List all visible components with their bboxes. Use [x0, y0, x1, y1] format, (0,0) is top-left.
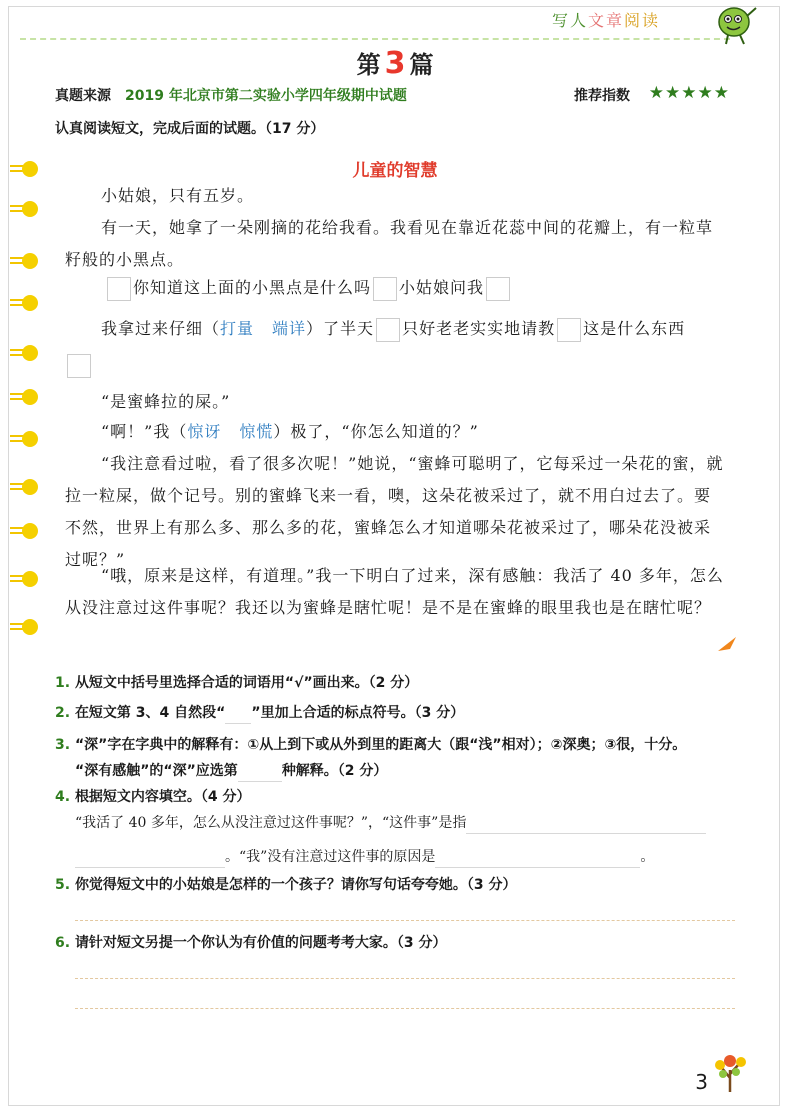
- question-number: 1.: [55, 675, 71, 691]
- question-text: 。: [640, 849, 655, 865]
- question-3-line-2: [75, 760, 765, 782]
- binder-ring-icon: [10, 430, 40, 448]
- paragraph-text: 只好老老实实地请教: [402, 319, 556, 338]
- question-text: 从短文中括号里选择合适的词语用“√”画出来。（2 分）: [74, 675, 419, 691]
- flag-icon: [716, 635, 738, 653]
- question-text: “深”字在字典中的解释有：①从上到下或从外到里的距离大（跟“浅”相对）；②深奥；③很，十分。: [74, 737, 687, 753]
- section-suffix: 篇: [409, 51, 434, 79]
- story-paragraph-1: [65, 180, 725, 212]
- question-2: [55, 702, 745, 724]
- question-4-line-1: [75, 812, 735, 834]
- paragraph-text: ）了半天: [306, 319, 375, 338]
- story-paragraph-3: [65, 273, 725, 303]
- paragraph-text: 这是什么东西: [583, 319, 686, 338]
- punctuation-blank[interactable]: [107, 277, 131, 301]
- question-text: “深有感触”的“深”应选第: [75, 763, 238, 779]
- story-paragraph-8: [65, 560, 725, 624]
- section-title: [0, 45, 790, 81]
- question-text: 种解释。（2 分）: [281, 763, 388, 779]
- question-number: 6.: [55, 935, 71, 951]
- question-number: 5.: [55, 877, 71, 893]
- binder-ring-icon: [10, 522, 40, 540]
- binder-ring-icon: [10, 478, 40, 496]
- story-paragraph-4-end: [65, 350, 725, 380]
- rating-stars: ★★★★★: [648, 83, 730, 103]
- mascot-icon: [714, 2, 760, 48]
- paragraph-text: “哦，原来是这样，有道理。”我一下明白了过来，深有感触：我活了 40 多年，怎么从没注意过这件事呢？我还以为蜜蜂是瞎忙呢！是不是在蜜蜂的眼里我也是在瞎忙呢？: [65, 566, 724, 617]
- source-label: 真题来源: [55, 88, 111, 104]
- question-text: ”里加上合适的标点符号。（3 分）: [251, 705, 465, 721]
- question-1: [55, 672, 745, 694]
- punctuation-blank[interactable]: [376, 318, 400, 342]
- book-title: [552, 8, 660, 31]
- story-paragraph-4: [65, 314, 725, 344]
- tree-icon: [712, 1052, 748, 1094]
- paragraph-text: “是蜜蜂拉的屎。”: [101, 392, 231, 411]
- story-paragraph-2: [65, 212, 725, 276]
- paragraph-text: 小姑娘，只有五岁。: [101, 186, 255, 205]
- question-text: 在短文第 3、4 自然段“: [74, 705, 226, 721]
- punctuation-blank[interactable]: [557, 318, 581, 342]
- question-text: 。“我”没有注意过这件事的原因是: [225, 849, 436, 865]
- book-title-part-2: 文章: [587, 11, 624, 30]
- section-number: 3: [384, 46, 406, 81]
- binder-ring-icon: [10, 200, 40, 218]
- binder-ring-icon: [10, 570, 40, 588]
- paragraph-text: “我注意看过啦，看了很多次呢！”她说，“蜜蜂可聪明了，它每采过一朵花的蜜，就拉一粒屎，做个记号。别的蜜蜂飞来一看，噢，这朵花被采过了，就不用白过去了。要不然，世界上有那么多、那么多的花，蜜蜂怎么才知道哪朵花被采过了，哪朵花没被采过呢？”: [65, 454, 724, 569]
- question-text: 根据短文内容填空。（4 分）: [74, 789, 251, 805]
- section-prefix: 第: [356, 51, 381, 79]
- punctuation-blank[interactable]: [486, 277, 510, 301]
- question-4-line-2: [75, 846, 735, 868]
- book-title-part-3: 阅读: [623, 11, 660, 30]
- question-text: 请针对短文另提一个你认为有价值的问题考考大家。（3 分）: [74, 935, 447, 951]
- paragraph-text: 你知道这上面的小黑点是什么吗: [133, 278, 372, 297]
- punctuation-blank[interactable]: [67, 354, 91, 378]
- question-6: [55, 932, 745, 954]
- answer-blank[interactable]: [435, 849, 640, 868]
- question-number: 2.: [55, 705, 71, 721]
- book-title-part-1: 写人: [551, 11, 588, 30]
- story-title: 儿童的智慧: [352, 161, 438, 181]
- answer-blank[interactable]: [225, 723, 251, 724]
- word-option[interactable]: 惊慌: [239, 422, 274, 441]
- answer-line[interactable]: [75, 1008, 735, 1009]
- word-option[interactable]: 打量: [220, 319, 255, 338]
- answer-line[interactable]: [75, 920, 735, 921]
- story-paragraph-5: [65, 386, 725, 418]
- question-3: [55, 734, 745, 756]
- binder-ring-icon: [10, 344, 40, 362]
- story-paragraph-7: [65, 448, 725, 576]
- paragraph-text: 我拿过来仔细（: [101, 319, 221, 338]
- answer-blank[interactable]: [466, 815, 706, 834]
- paragraph-text: ）极了，“你怎么知道的？”: [273, 422, 479, 441]
- source-text: 2019 年北京市第二实验小学四年级期中试题: [125, 88, 407, 104]
- binder-ring-icon: [10, 294, 40, 312]
- question-5: [55, 874, 745, 896]
- source-row: [55, 85, 730, 107]
- question-text: 你觉得短文中的小姑娘是怎样的一个孩子？请你写句话夸夸她。（3 分）: [74, 877, 517, 893]
- punctuation-blank[interactable]: [373, 277, 397, 301]
- header-divider: [20, 38, 730, 40]
- paragraph-text: 小姑娘问我: [399, 278, 485, 297]
- binder-ring-icon: [10, 388, 40, 406]
- word-option[interactable]: 惊讶: [187, 422, 222, 441]
- binder-ring-icon: [10, 618, 40, 636]
- question-text: “我活了 40 多年，怎么从没注意过这件事呢？”，“这件事”是指: [75, 815, 467, 831]
- instruction-text: 认真阅读短文，完成后面的试题。（17 分）: [55, 121, 325, 137]
- word-option[interactable]: 端详: [272, 319, 307, 338]
- answer-line[interactable]: [75, 978, 735, 979]
- question-number: 3.: [55, 737, 71, 753]
- answer-blank[interactable]: [238, 781, 282, 782]
- answer-blank[interactable]: [75, 849, 225, 868]
- page-number: 3: [695, 1070, 708, 1094]
- paragraph-text: 有一天，她拿了一朵刚摘的花给我看。我看见在靠近花蕊中间的花瓣上，有一粒草籽般的小黑点。: [65, 218, 714, 269]
- binder-ring-icon: [10, 252, 40, 270]
- question-number: 4.: [55, 789, 71, 805]
- recommend-label: 推荐指数: [574, 88, 630, 104]
- paragraph-text: “啊！”我（: [101, 422, 188, 441]
- story-paragraph-6: [65, 416, 725, 448]
- question-4: [55, 786, 745, 808]
